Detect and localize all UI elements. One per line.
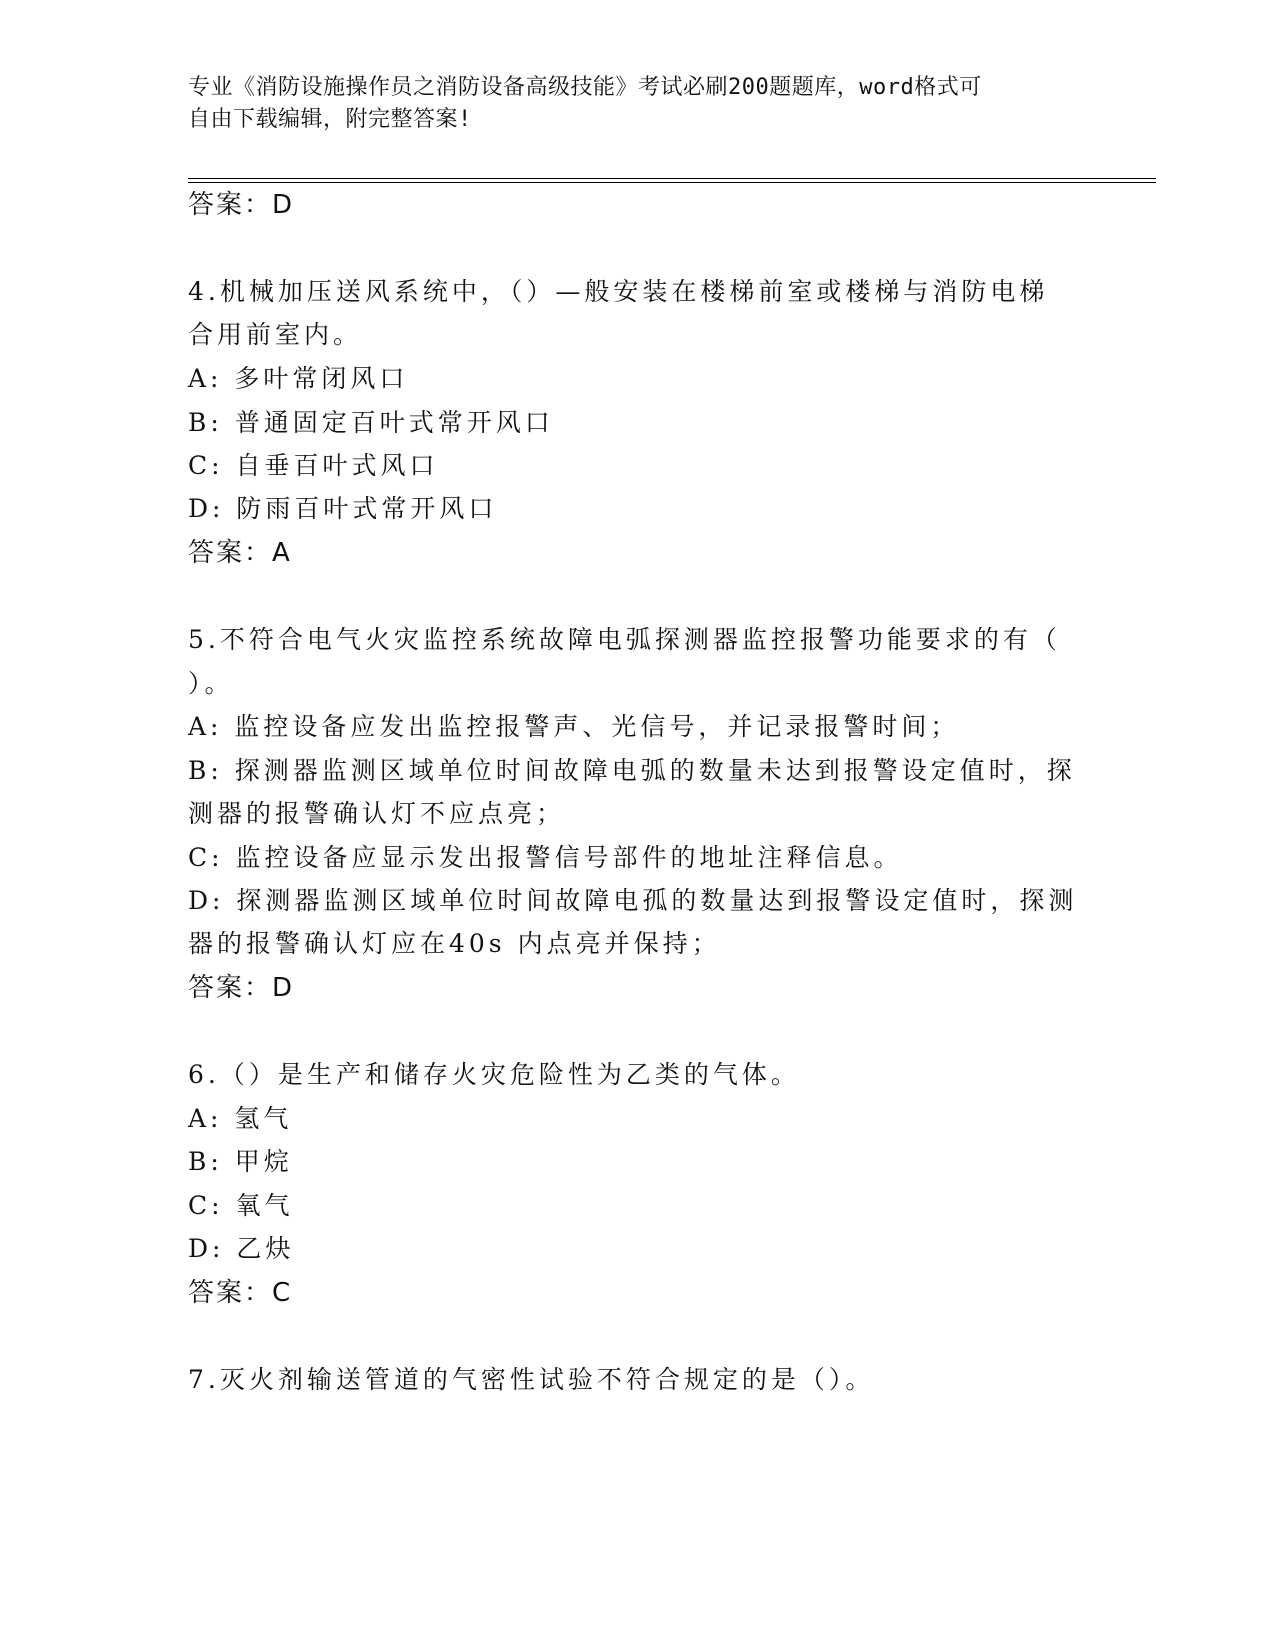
- question-6-option-d: D: 乙炔: [188, 1234, 295, 1263]
- question-6-option-c: C: 氧气: [188, 1191, 294, 1220]
- question-6-text: 6.（）是生产和储存火灾危险性为乙类的气体。: [188, 1060, 800, 1089]
- question-5-text-1: 5.不符合电气火灾监控系统故障电弧探测器监控报警功能要求的有（: [188, 625, 1061, 654]
- question-5-option-c: C: 监控设备应显示发出报警信号部件的地址注释信息。: [188, 843, 903, 872]
- header-divider-top: [188, 178, 1156, 179]
- header-divider-bottom: [188, 182, 1156, 183]
- question-5-option-b-1: B: 探测器监测区域单位时间故障电弧的数量未达到报警设定值时，探: [188, 756, 1076, 785]
- answer-q4: 答案：A: [188, 538, 292, 568]
- question-5-option-a: A: 监控设备应发出监控报警声、光信号，并记录报警时间；: [188, 712, 960, 741]
- question-4-text-1: 4.机械加压送风系统中，（）—般安装在楼梯前室或楼梯与消防电梯: [188, 277, 1049, 306]
- header-line-2: 自由下载编辑，附完整答案!: [188, 107, 472, 132]
- question-5-option-d-2: 器的报警确认灯应在40s 内点亮并保持；: [188, 929, 721, 958]
- question-4-option-c: C: 自垂百叶式风口: [188, 451, 439, 480]
- question-5-option-d-1: D: 探测器监测区域单位时间故障电孤的数量达到报警设定值时，探测: [188, 886, 1078, 915]
- question-6-option-b: B: 甲烷: [188, 1147, 293, 1176]
- question-4-text-2: 合用前室内。: [188, 320, 363, 349]
- question-4-option-b: B: 普通固定百叶式常开风口: [188, 408, 554, 437]
- document-header: [188, 72, 1088, 136]
- question-7-text: 7.灭火剂输送管道的气密性试验不符合规定的是（）。: [188, 1365, 875, 1394]
- question-4-option-a: A: 多叶常闭风口: [188, 364, 409, 393]
- question-5-text-2: ）。: [188, 669, 234, 698]
- question-6-option-a: A: 氢气: [188, 1104, 293, 1133]
- answer-q3: 答案：D: [188, 190, 295, 220]
- header-line-1: 专业《消防设施操作员之消防设备高级技能》考试必刷200题题库，word格式可: [188, 75, 982, 100]
- question-4-option-d: D: 防雨百叶式常开风口: [188, 494, 498, 523]
- answer-q6: 答案：C: [188, 1278, 293, 1308]
- answer-q5: 答案：D: [188, 973, 295, 1003]
- question-5-option-b-2: 测器的报警确认灯不应点亮；: [188, 799, 566, 828]
